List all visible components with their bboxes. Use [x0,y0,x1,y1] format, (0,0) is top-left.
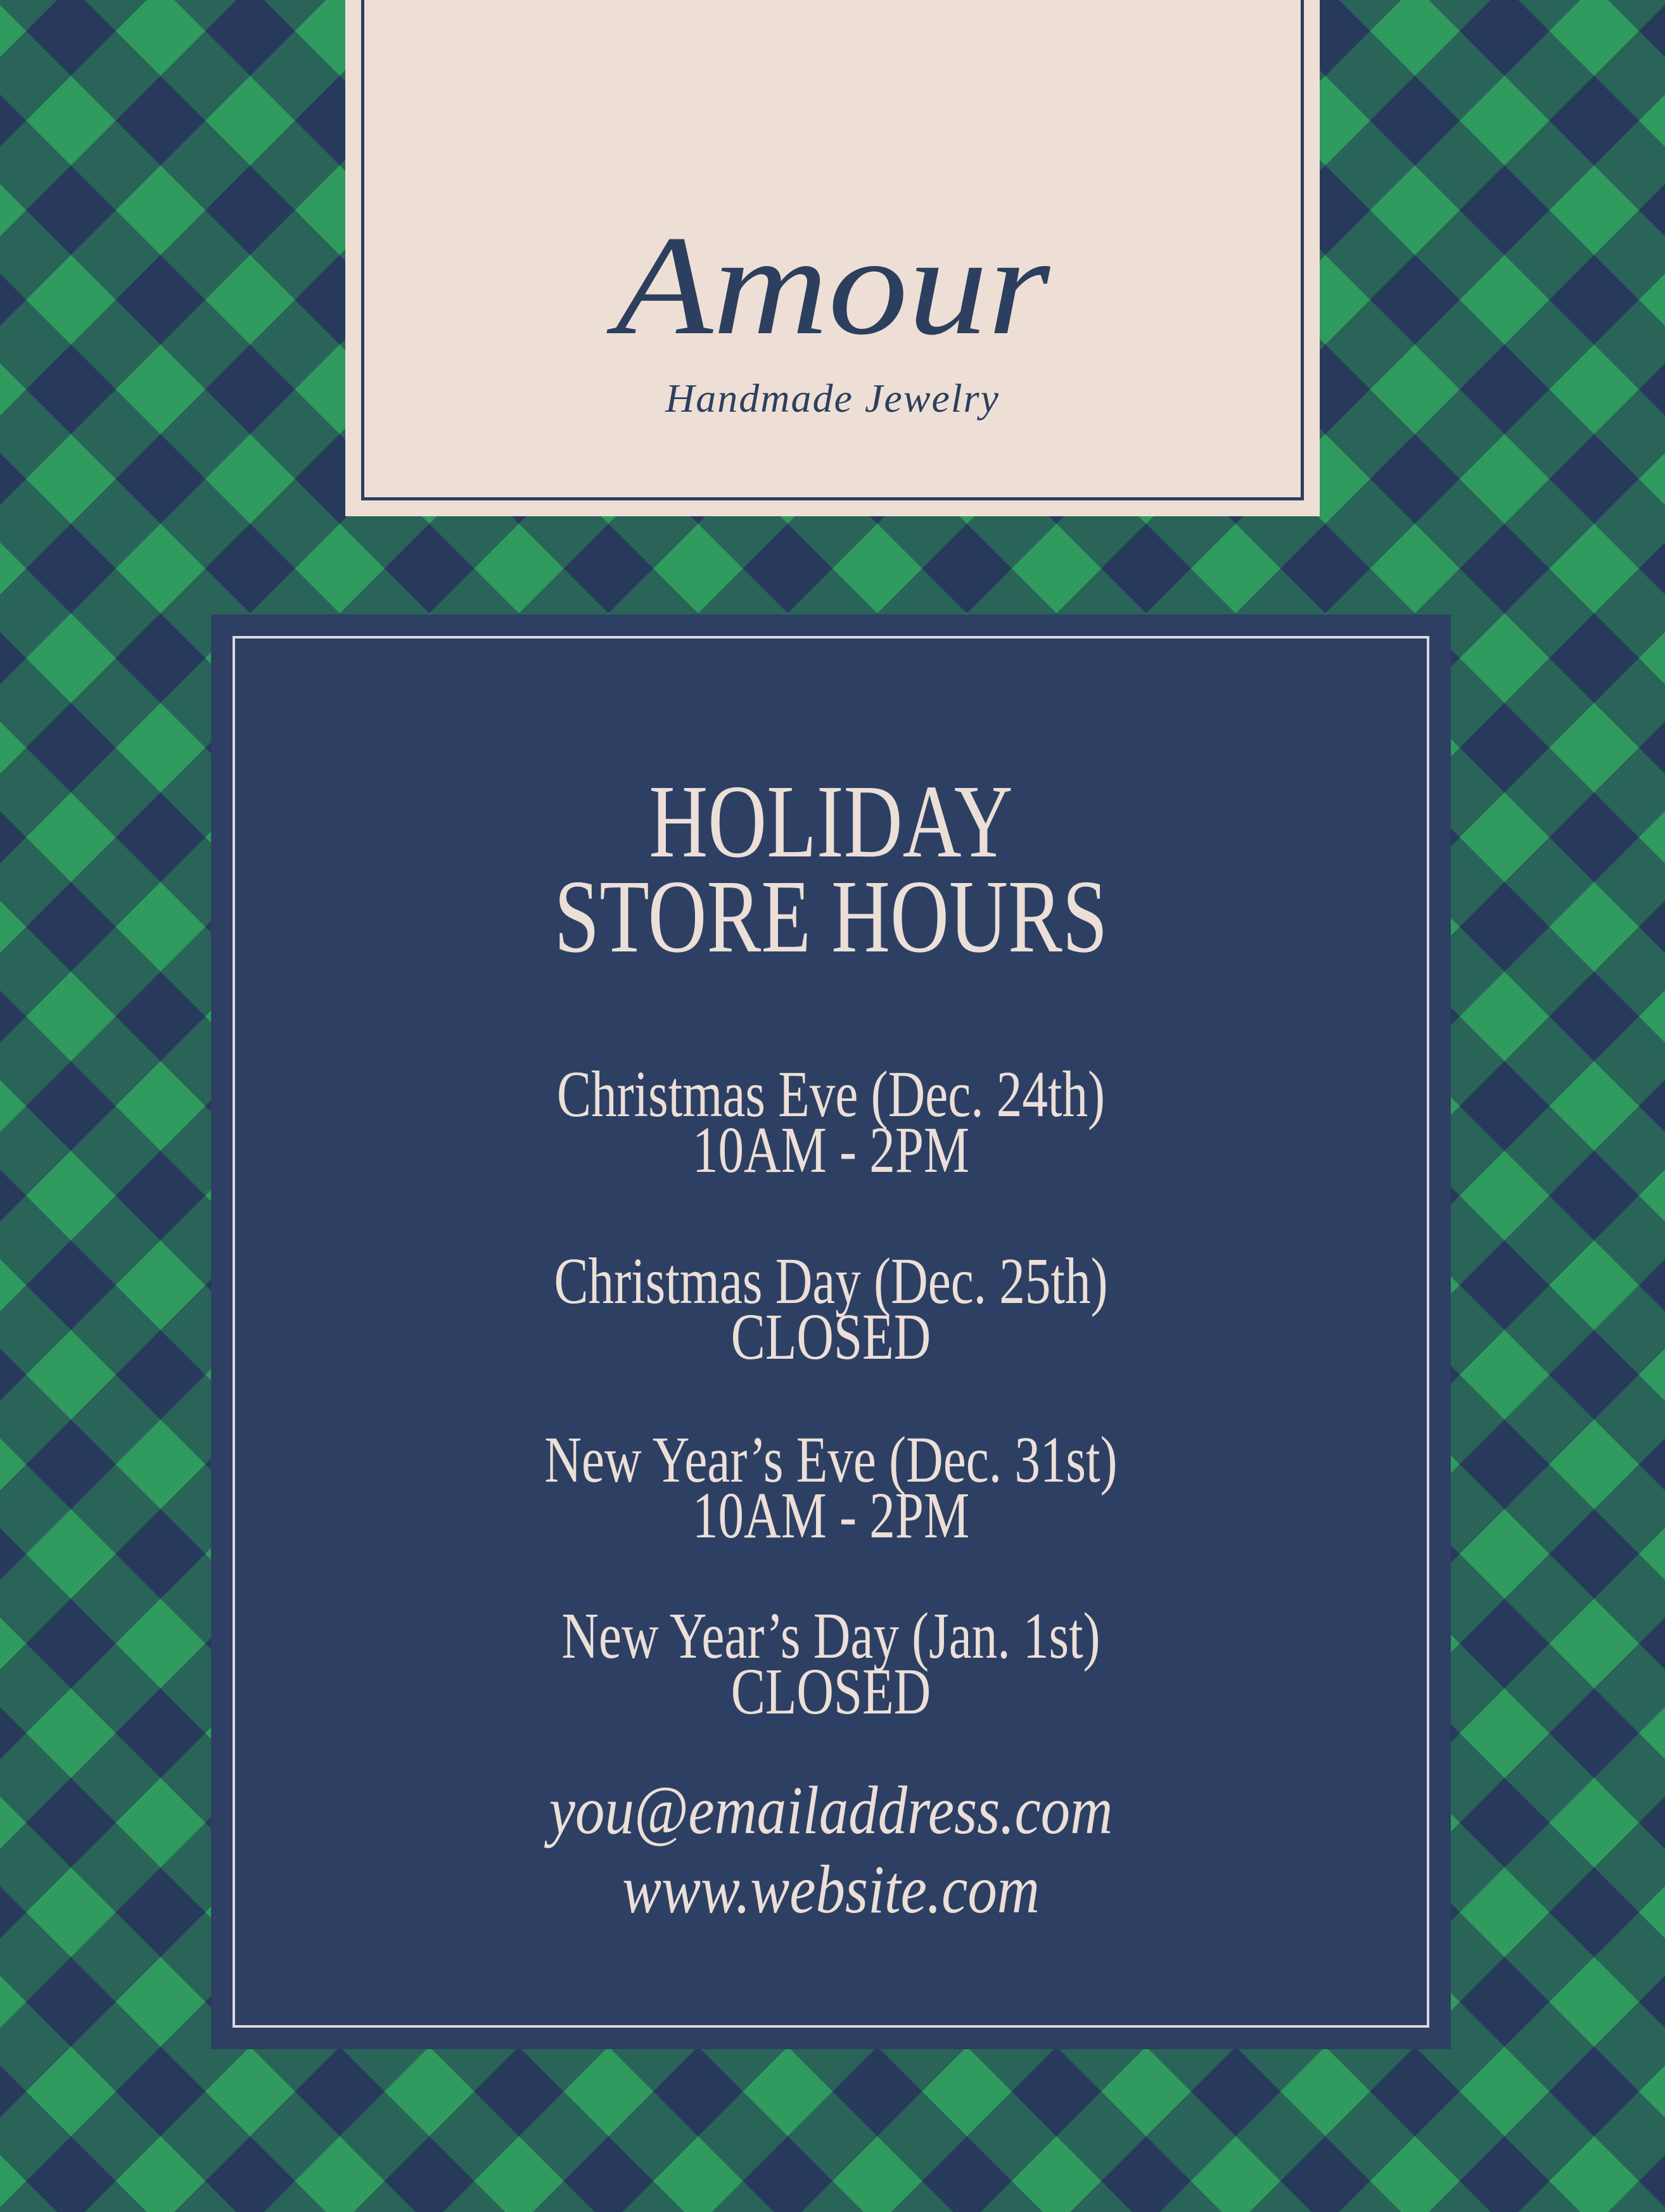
hours-card [211,614,1451,2049]
schedule-entry-hours: 10AM - 2PM [692,1479,970,1552]
schedule-entry-christmas-eve [211,1058,1451,1186]
hours-title [211,763,1451,974]
schedule-entry-hours: CLOSED [730,1655,931,1728]
schedule-entry-label: New Year’s Day (Jan. 1st) [561,1599,1100,1672]
schedule-entry-christmas-day [211,1245,1451,1373]
brand-name [345,206,1320,364]
hours-title-line1: HOLIDAY [649,763,1013,879]
schedule-entry-label: Christmas Day (Dec. 25th) [554,1245,1108,1318]
contact-email: you@emailaddress.com [549,1773,1113,1848]
schedule-entry-label: New Year’s Eve (Dec. 31st) [544,1423,1118,1496]
schedule-entry-hours: 10AM - 2PM [692,1114,970,1186]
brand-card [345,0,1320,516]
hours-title-line2: STORE HOURS [554,858,1108,974]
contact-website: www.website.com [622,1852,1040,1928]
brand-name-text: Amour [615,206,1050,364]
schedule-entry-label: Christmas Eve (Dec. 24th) [556,1058,1106,1131]
schedule-entry-new-years-eve [211,1423,1451,1552]
schedule-entry-hours: CLOSED [730,1300,931,1373]
contact-block [211,1771,1451,1929]
schedule-entry-new-years-day [211,1599,1451,1728]
brand-tagline: Handmade Jewelry [665,376,1000,421]
